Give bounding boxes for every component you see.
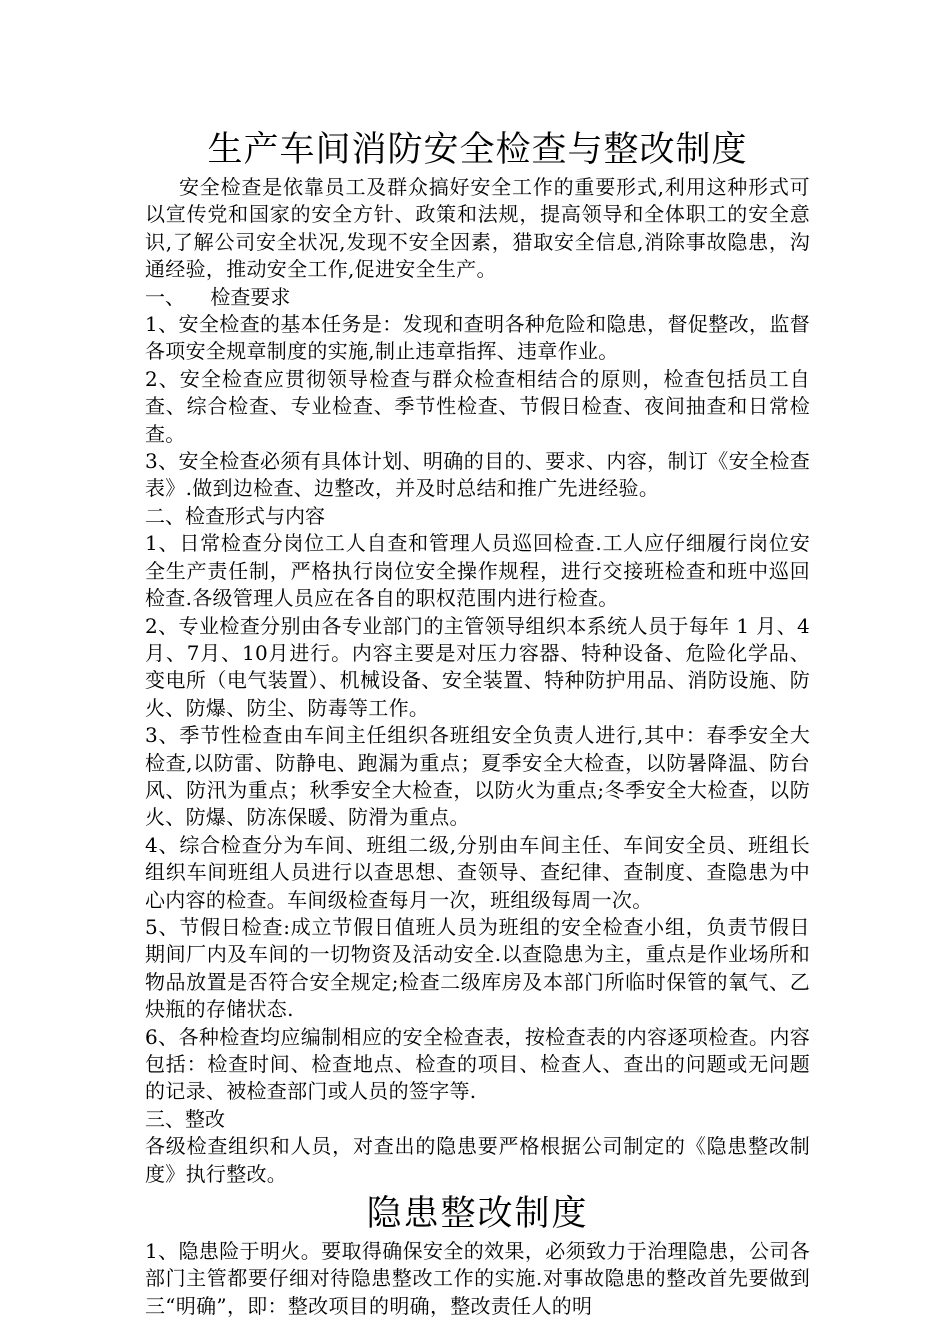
list-item: 3、季节性检查由车间主任组织各班组安全负责人进行,其中：春季安全大检查,以防雷、防静电、跑漏为重点；夏季安全大检查，以防暑降温、防台风、防汛为重点；秋季安全大检查，以防火为重点;冬季安全大检查，以防火、防爆、防冻保暖、防滑为重点。	[145, 723, 810, 830]
document-page	[145, 128, 810, 1320]
intro-paragraph: 安全检查是依靠员工及群众搞好安全工作的重要形式,利用这种形式可以宣传党和国家的安全方针、政策和法规，提高领导和全体职工的安全意识,了解公司安全状况,发现不安全因素，猎取安全信息,消除事故隐患，沟通经验，推动安全工作,促进安全生产。	[145, 175, 810, 282]
rectification-paragraph: 各级检查组织和人员，对查出的隐患要严格根据公司制定的《隐患整改制度》执行整改。	[145, 1134, 810, 1186]
section-heading-inspection-requirements: 一、 检查要求	[145, 284, 291, 309]
section-heading-rectification: 三、整改	[145, 1106, 225, 1131]
list-item: 2、专业检查分别由各专业部门的主管领导组织本系统人员于每年 1 月、4月、7月、10月进行。内容主要是对压力容器、特种设备、危险化学品、变电所（电气装置）、机械设备、安全装置、特种防护用品、消防设施、防火、防爆、防尘、防毒等工作。	[145, 613, 810, 720]
list-item: 4、综合检查分为车间、班组二级,分别由车间主任、车间安全员、班组长组织车间班组人员进行以查思想、查领导、查纪律、查制度、查隐患为中心内容的检查。车间级检查每月一次，班组级每周一次。	[145, 832, 810, 912]
list-item: 3、安全检查必须有具体计划、明确的目的、要求、内容，制订《安全检查表》.做到边检查、边整改，并及时总结和推广先进经验。	[145, 449, 810, 501]
list-item: 1、日常检查分岗位工人自查和管理人员巡回检查.工人应仔细履行岗位安全生产责任制，严格执行岗位安全操作规程，进行交接班检查和班中巡回检查.各级管理人员应在各自的职权范围内进行检查。	[145, 531, 810, 611]
second-document-title: 隐患整改制度	[366, 1194, 589, 1235]
list-item: 6、各种检查均应编制相应的安全检查表，按检查表的内容逐项检查。内容包括：检查时间、检查地点、检查的项目、检查人、查出的问题或无问题的记录、被检查部门或人员的签字等.	[145, 1024, 810, 1104]
section-heading-inspection-forms: 二、检查形式与内容	[145, 503, 325, 528]
list-item: 1、安全检查的基本任务是：发现和查明各种危险和隐患，督促整改，监督各项安全规章制度的实施,制止违章指挥、违章作业。	[145, 312, 810, 364]
list-item: 5、节假日检查:成立节假日值班人员为班组的安全检查小组，负责节假日期间厂内及车间的一切物资及活动安全.以查隐患为主，重点是作业场所和物品放置是否符合安全规定;检查二级库房及本部门所临时保管的氧气、乙炔瓶的存储状态.	[145, 914, 810, 1022]
list-item: 2、安全检查应贯彻领导检查与群众检查相结合的原则，检查包括员工自查、综合检查、专业检查、季节性检查、节假日检查、夜间抽查和日常检查。	[145, 366, 810, 446]
hazard-rectification-paragraph: 1、隐患险于明火。要取得确保安全的效果，必须致力于治理隐患，公司各部门主管都要仔细对待隐患整改工作的实施.对事故隐患的整改首先要做到三“明确”，即：整改项目的明确，整改责任人的明	[145, 1239, 810, 1318]
document-title: 生产车间消防安全检查与整改制度	[207, 130, 748, 170]
